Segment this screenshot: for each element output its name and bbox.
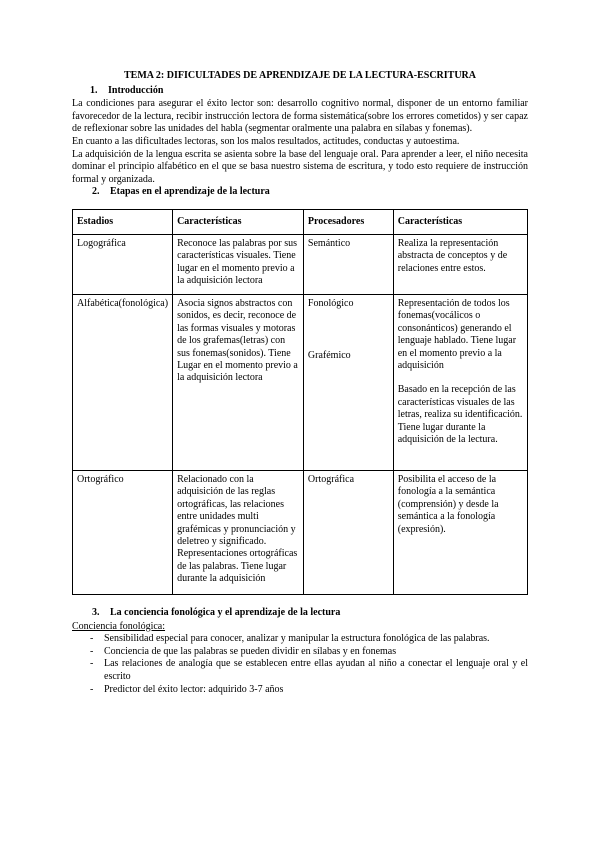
list-item: - Sensibilidad especial para conocer, analizar y manipular la estructura fonológica de las palabras.	[90, 633, 490, 645]
list-item: - Las relaciones de analogía que se establecen entre ellas ayudan al niño a conectar el lenguaje oral y el escrito	[90, 658, 528, 682]
intro-paragraph-1: La condiciones para asegurar el éxito lector son: desarrollo cognitivo normal, disponer de un entorno familiar favorecedor de la lectura, recibir instrucción lectora de forma sistemática(sobre los errores cometidos) y ser capaz de reflexionar sobre las unidades del habla (segmentar oralmente una palabra en sílabas y fonemas).	[72, 98, 528, 135]
list-item-text: Conciencia de que las palabras se pueden dividir en sílabas y en fonemas	[104, 645, 397, 657]
processor-name: Fonológico	[307, 297, 354, 309]
characteristics-text: Realiza la representación abstracta de conceptos y de relaciones entre estos.	[397, 237, 508, 274]
conciencia-list	[72, 633, 528, 696]
list-item-text: Las relaciones de analogía que se establecen entre ellas ayudan al niño a conectar el lenguaje oral y el escrito	[104, 658, 528, 682]
characteristics-cell	[393, 294, 527, 470]
stage-cell: Logográfica	[73, 234, 173, 294]
characteristics-cell	[393, 234, 527, 294]
characteristics-cell	[393, 470, 527, 594]
section-title-3: La conciencia fonológica y el aprendizaje de la lectura	[110, 606, 341, 618]
processor-name-2: Grafémico	[307, 350, 351, 362]
table-header-row	[73, 209, 528, 234]
stages-table	[72, 209, 528, 595]
list-item: - Conciencia de que las palabras se pueden dividir en sílabas y en fonemas	[90, 645, 397, 657]
table-row	[73, 294, 528, 470]
section-number-3: 3.	[92, 606, 100, 618]
processor-name: Semántico	[307, 237, 351, 249]
stage-cell: Alfabética(fonológica)	[73, 294, 173, 470]
intro-paragraph-2: En cuanto a las dificultades lectoras, son los malos resultados, actitudes, conductas y autoestima.	[72, 135, 460, 147]
header-estadios: Estadios	[73, 209, 173, 234]
processor-name: Ortográfica	[307, 473, 355, 485]
processor-cell	[303, 234, 393, 294]
features-cell: Relacionado con la adquisición de las reglas ortográficas, las relaciones entre unidades multi grafémicas y pronunciación y deletreo y significado. Representaciones ortográficas de las palabras. Tiene lugar durante la adquisición	[173, 470, 304, 594]
features-cell: Asocia signos abstractos con sonidos, es decir, reconoce de las formas visuales y motoras de los grafemas(letras) con sus fonemas(sonidos). Tiene Lugar en el momento previo a la adquisición lectora	[173, 294, 304, 470]
processor-cell	[303, 294, 393, 470]
characteristics-text: Posibilita el acceso de la fonología a la semántica (comprensión) y desde la semántica a la fonología (expresión).	[397, 473, 499, 535]
processor-cell	[303, 470, 393, 594]
section-heading-3	[72, 607, 528, 620]
list-item: - Predictor del éxito lector: adquirido 3-7 años	[90, 683, 284, 695]
document-title: TEMA 2: DIFICULTADES DE APRENDIZAJE DE LA LECTURA-ESCRITURA	[123, 70, 476, 81]
section-heading-2	[72, 186, 528, 199]
characteristics-text-2: Basado en la recepción de las características visuales de las letras, realiza su identificación. Tiene lugar durante la adquisición de la lectura.	[397, 384, 523, 445]
list-item-text: Sensibilidad especial para conocer, analizar y manipular la estructura fonológica de las palabras.	[104, 633, 490, 645]
characteristics-text: Representación de todos los fonemas(vocálicos o consonánticos) generando el lenguaje hablado. Tiene lugar en el momento previo a la adquisición	[397, 297, 517, 371]
intro-paragraph-3: La adquisición de la lengua escrita se asienta sobre la base del lenguaje oral. Para aprender a leer, el niño necesita dominar el principio alfabético en el que se basa nuestro sistema de escritura, y todo esto requiere de instrucción formal y organizada.	[72, 148, 528, 185]
section-number-2: 2.	[92, 186, 100, 198]
header-caracteristicas-2: Características	[393, 209, 527, 234]
table-row	[73, 234, 528, 294]
document-page	[72, 70, 528, 696]
section-heading-1	[72, 85, 528, 98]
list-item-text: Predictor del éxito lector: adquirido 3-7 años	[104, 683, 284, 695]
stage-cell: Ortográfico	[73, 470, 173, 594]
header-procesadores: Procesadores	[303, 209, 393, 234]
section-title-2: Etapas en el aprendizaje de la lectura	[110, 186, 270, 198]
conciencia-label: Conciencia fonológica:	[72, 620, 166, 632]
section-number-1: 1.	[90, 84, 98, 96]
header-caracteristicas: Características	[173, 209, 304, 234]
section-title-1: Introducción	[108, 84, 164, 96]
features-cell: Reconoce las palabras por sus características visuales. Tiene lugar en el momento previo a la adquisición lectora	[173, 234, 304, 294]
table-row	[73, 470, 528, 594]
